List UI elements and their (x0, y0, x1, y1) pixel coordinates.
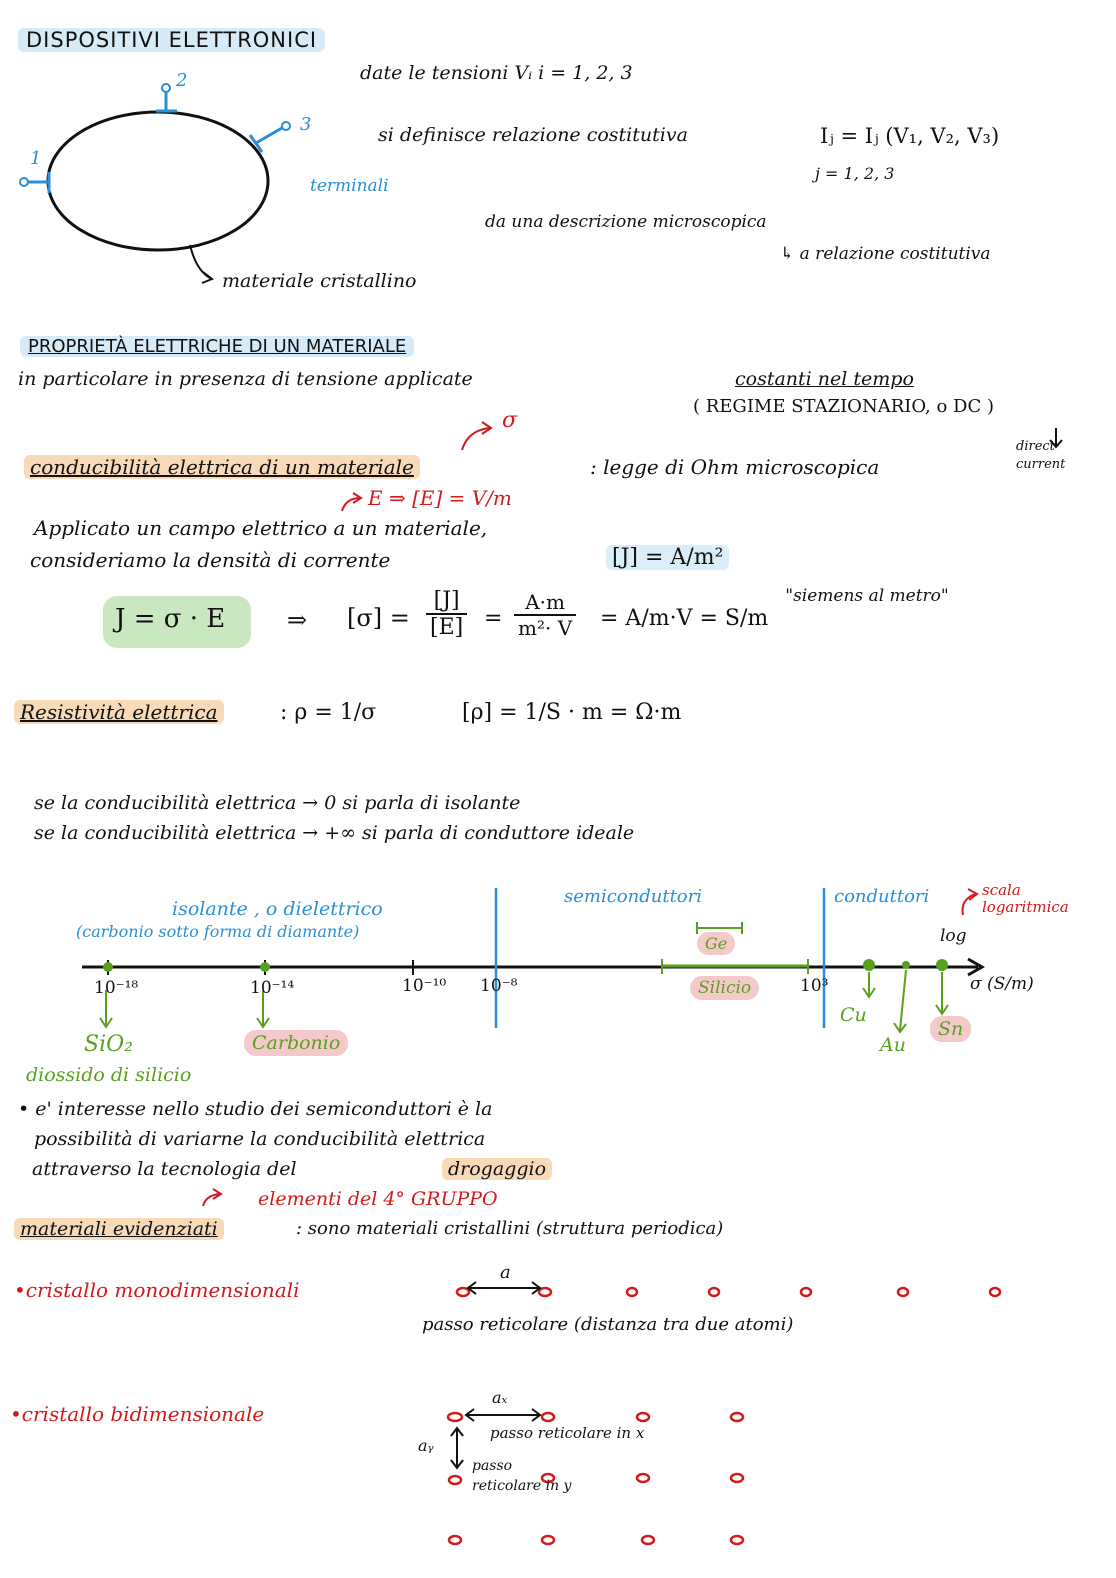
doping-label: drogaggio (442, 1158, 552, 1180)
insulator-note: (carbonio sotto forma di diamante) (76, 922, 360, 941)
resistivity-title: Resistività elettrica (14, 700, 224, 724)
conductivity-line-1: Applicato un campo elettrico a un materiale, (34, 516, 488, 540)
lattice-ax-label: aₓ (492, 1388, 508, 1407)
material-label: materiale cristallino (222, 270, 417, 292)
dc-note: direct current (1016, 439, 1066, 472)
gold-label: Au (880, 1034, 906, 1056)
crystal-2d-label: •cristallo bidimensionale (10, 1402, 265, 1426)
siemens-per-metre: = A/m·V = S/m (600, 606, 769, 631)
conductor-label: conduttori (834, 886, 930, 907)
tick-label-5: 10³ (800, 976, 829, 996)
crystalline-note: : sono materiali cristallini (struttura periodica) (296, 1218, 724, 1239)
e-unit-note: E ⇒ [E] = V/m (368, 486, 512, 510)
fraction-am-over-m2v: $\frac{A\cdot m}{\text{m²· V}}$ (514, 590, 576, 640)
resistivity-unit: [ρ] = 1/S · m = Ω·m (462, 700, 682, 725)
insulator-label: isolante , o dielettrico (172, 898, 383, 920)
terminal-3-lead (256, 128, 282, 143)
sio2-name: diossido di silicio (26, 1064, 192, 1086)
page-title: DISPOSITIVI ELETTRONICI (18, 28, 325, 52)
fraction-j-over-e: $\frac{[J]}{[E]}$ (426, 588, 467, 640)
tin-label: Sn (930, 1018, 971, 1040)
implies-arrow: ⇒ (287, 606, 308, 634)
terminal-3-label: 3 (300, 114, 312, 135)
terminal-1-label: 1 (30, 148, 42, 169)
silicon-label: Silicio (690, 978, 759, 998)
ohm-law-label: : legge di Ohm microscopica (590, 455, 880, 479)
relation-j-range: j = 1, 2, 3 (815, 164, 895, 183)
relation-formula: Iⱼ = Iⱼ (V₁, V₂, V₃) (820, 124, 1000, 148)
note-line-2: possibilità di variarne la conducibilità elettrica (34, 1128, 486, 1150)
germanium-label: Ge (697, 934, 735, 953)
conductivity-line-2: consideriamo la densità di corrente (30, 548, 391, 572)
relation-line-3: da una descrizione microscopica (485, 212, 767, 232)
section-title-properties: PROPRIETÀ ELETTRICHE DI UN MATERIALE (20, 336, 414, 357)
copper-label: Cu (840, 1004, 867, 1026)
tick-label-3: 10⁻¹⁰ (402, 976, 447, 996)
relation-line-1: date le tensioni Vᵢ i = 1, 2, 3 (360, 62, 633, 84)
group-note: elementi del 4° GRUPPO (258, 1188, 498, 1210)
tick-label-2: 10⁻¹⁴ (250, 978, 295, 998)
semiconductor-label: semiconduttori (564, 886, 703, 907)
tick-label-4: 10⁻⁸ (480, 976, 518, 996)
device-ellipse (48, 112, 268, 250)
tick-label-1: 10⁻¹⁸ (94, 978, 139, 998)
lattice-pitch-x-note: passo reticolare in x (490, 1424, 645, 1442)
crystal-1d-label: •cristallo monodimensionali (14, 1278, 300, 1302)
note-line-1: • e' interesse nello studio dei semiconduttori è la (18, 1098, 493, 1120)
limit-conductor: se la conducibilità elettrica → +∞ si parla di conduttore ideale (34, 822, 635, 844)
note-line-3: attraverso la tecnologia del (32, 1158, 297, 1180)
props-line-2: ( REGIME STAZIONARIO, o DC ) (693, 396, 995, 417)
terminals-label: terminali (310, 176, 389, 196)
siemens-note: "siemens al metro" (785, 586, 949, 606)
j-unit: [J] = A/m² (606, 545, 729, 570)
relation-line-4: ↳ a relazione costitutiva (780, 244, 991, 264)
props-line-1b: costanti nel tempo (735, 368, 914, 390)
lattice-pitch-y-note-2: reticolare in y (472, 1478, 572, 1494)
lattice-pitch-note: passo reticolare (distanza tra due atomi) (422, 1314, 794, 1335)
sio2-label: SiO₂ (84, 1032, 133, 1057)
log-label: log (940, 926, 967, 946)
axis-unit-label: σ (S/m) (970, 974, 1034, 994)
lattice-pitch-y-note-1: passo (472, 1458, 513, 1474)
resistivity-formula: : ρ = 1/σ (280, 700, 377, 725)
limit-insulator: se la conducibilità elettrica → 0 si parla di isolante (34, 792, 521, 814)
lattice-ay-label: aᵧ (418, 1436, 434, 1455)
props-line-1a: in particolare in presenza di tensione applicate (18, 368, 473, 390)
ohm-law-formula: J = σ · E (115, 604, 226, 634)
terminal-2-label: 2 (176, 70, 188, 91)
sigma-note: σ (502, 408, 518, 433)
carbon-label: Carbonio (244, 1032, 348, 1054)
lattice-a-label: a (500, 1262, 511, 1283)
equals-1: = (484, 606, 503, 631)
sigma-unit-label: [σ] = (347, 604, 410, 632)
highlighted-materials-label: materiali evidenziati (14, 1218, 224, 1240)
conductivity-title: conducibilità elettrica di un materiale (24, 455, 420, 479)
log-scale-note: scala logaritmica (982, 881, 1069, 916)
relation-line-2: si definisce relazione costitutiva (378, 124, 688, 146)
